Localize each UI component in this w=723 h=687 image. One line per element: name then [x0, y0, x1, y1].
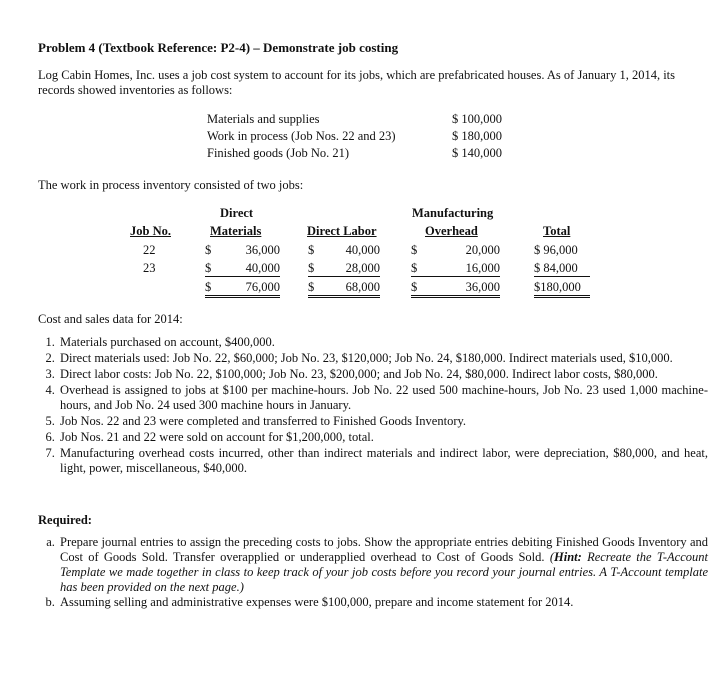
row-23-total: $ 84,000	[534, 261, 590, 277]
inventory-value-materials: $ 100,000	[452, 112, 502, 126]
header-materials: Materials	[210, 224, 262, 238]
dollar-sign: $	[411, 261, 418, 275]
required-item-a	[58, 535, 708, 595]
wip-intro: The work in process inventory consisted of two jobs:	[38, 178, 304, 192]
list-item: 2. Direct materials used: Job No. 22, $60,000; Job No. 23, $120,000; Job No. 24, $180,000. Indirect materials used, $10,000.	[58, 351, 708, 366]
row-22-moh: 20,000	[465, 243, 500, 257]
header-job-no: Job No.	[130, 224, 171, 238]
inventory-label-wip: Work in process (Job Nos. 22 and 23)	[207, 129, 396, 143]
inventory-value-finished: $ 140,000	[452, 146, 502, 160]
inventory-label-finished: Finished goods (Job No. 21)	[207, 146, 350, 160]
header-total: Total	[543, 224, 571, 238]
dollar-sign: $	[411, 280, 418, 294]
dollar-sign: $	[205, 243, 212, 257]
list-item: 1. Materials purchased on account, $400,000.	[58, 335, 708, 350]
total-dl: 68,000	[308, 280, 380, 298]
hint-text: Recreate the T-Account Template we made together in class to keep track of your job costs before you record your journal entries. A T-Account template has been provided on the next page.)	[60, 550, 708, 594]
list-item: 5. Job Nos. 22 and 23 were completed and transferred to Finished Goods Inventory.	[58, 414, 708, 429]
header-direct: Direct	[220, 206, 254, 220]
hint-open-paren: (	[549, 550, 554, 564]
dollar-sign: $	[411, 243, 418, 257]
row-22-total: $ 96,000	[534, 243, 578, 257]
header-manufacturing: Manufacturing	[412, 206, 494, 220]
required-a-text: Prepare journal entries to assign the preceding costs to jobs. Show the appropriate entries debiting Finished Goods Inventory and Cost of Goods Sold. Transfer overapplied or underapplied overhead to Cost of Goods Sold.	[60, 535, 708, 564]
row-22-dl: 40,000	[345, 243, 380, 257]
inventory-label-materials: Materials and supplies	[207, 112, 320, 126]
required-item-b: b. Assuming selling and administrative expenses were $100,000, prepare and income statement for 2014.	[58, 595, 708, 610]
problem-intro: Log Cabin Homes, Inc. uses a job cost system to account for its jobs, which are prefabricated houses. As of January 1, 2014, its records showed inventories as follows:	[38, 68, 676, 97]
total-total: $180,000	[534, 280, 590, 298]
dollar-sign: $	[205, 280, 212, 294]
total-moh: 36,000	[411, 280, 500, 298]
header-direct-labor: Direct Labor	[307, 224, 377, 238]
row-23-dl: 28,000	[308, 261, 380, 277]
required-title: Required:	[38, 513, 92, 527]
list-item: 3. Direct labor costs: Job No. 22, $100,000; Job No. 23, $200,000; and Job No. 24, $80,000. Indirect labor costs, $80,000.	[58, 367, 708, 382]
row-23-job: 23	[143, 261, 156, 275]
header-overhead: Overhead	[425, 224, 478, 238]
cost-data-intro: Cost and sales data for 2014:	[38, 312, 183, 326]
row-22-dm: 36,000	[245, 243, 280, 257]
list-item: 4. Overhead is assigned to jobs at $100 per machine-hours. Job No. 22 used 500 machine-hours, Job No. 23 used 1,000 machine-hours, and Job No. 24 used 300 machine hours in January.	[58, 383, 708, 413]
dollar-sign: $	[308, 261, 315, 275]
dollar-sign: $	[308, 243, 315, 257]
inventory-value-wip: $ 180,000	[452, 129, 502, 143]
total-dm: 76,000	[205, 280, 280, 298]
list-item: 7. Manufacturing overhead costs incurred, other than indirect materials and indirect labor, were depreciation, $80,000, and heat, light, power, miscellaneous, $40,000.	[58, 446, 708, 476]
row-23-dm: 40,000	[205, 261, 280, 277]
dollar-sign: $	[205, 261, 212, 275]
required-list	[38, 535, 708, 610]
row-23-moh: 16,000	[411, 261, 500, 277]
cost-data-list	[38, 335, 708, 477]
list-item: 6. Job Nos. 21 and 22 were sold on account for $1,200,000, total.	[58, 430, 708, 445]
dollar-sign: $	[308, 280, 315, 294]
problem-title: Problem 4 (Textbook Reference: P2-4) – Demonstrate job costing	[38, 40, 399, 55]
hint-label: Hint:	[554, 550, 582, 564]
row-22-job: 22	[143, 243, 156, 257]
